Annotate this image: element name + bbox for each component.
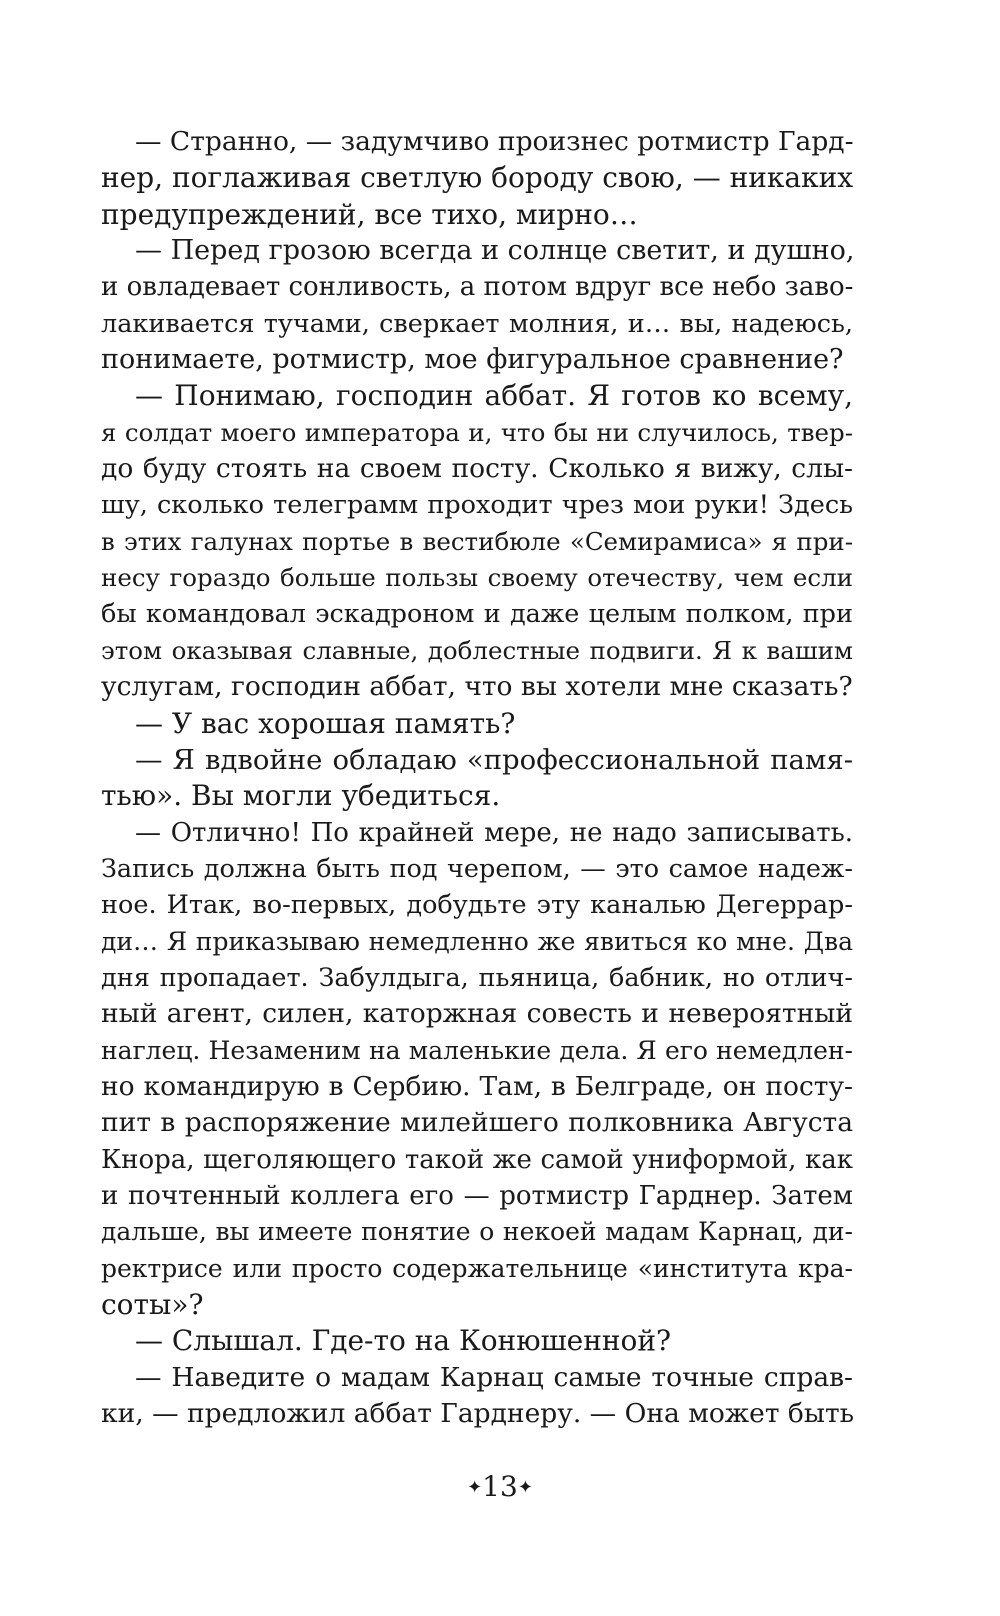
- text-line: пит в распоряжение милейшего полковника Августа: [101, 1107, 853, 1139]
- text-line: — Перед грозою всегда и солнце светит, и душно,: [135, 235, 855, 267]
- ornament-star-icon: ✦: [467, 1477, 483, 1498]
- text-line: ди… Я приказываю немедленно же явиться ко мне. Два: [101, 926, 853, 956]
- text-line: понимаете, ротмистр, мое фигуральное сравнение?: [101, 344, 844, 376]
- page-number-value: 13: [482, 1470, 518, 1503]
- text-line: ное. Итак, во-первых, добудьте эту каналью Дегеррар-: [101, 890, 853, 921]
- text-line: ки, — предложил аббат Гарднеру. — Она может быть: [101, 1398, 855, 1430]
- text-line: Запись должна быть под черепом, — это самое надеж-: [101, 853, 853, 884]
- text-line: услугам, господин аббат, что вы хотели мне сказать?: [101, 671, 853, 703]
- text-line: — У вас хорошая память?: [135, 706, 516, 740]
- text-line: ректрисе или просто содержательнице «института кра-: [101, 1253, 853, 1283]
- text-line: я солдат моего императора и, что бы ни случилось, твер-: [101, 417, 853, 447]
- text-line: лакивается тучами, сверкает молния, и… вы, надеюсь,: [101, 308, 853, 339]
- text-line: но командирую в Сербию. Там, в Белграде, он посту-: [101, 1070, 853, 1102]
- body-text: [101, 124, 853, 1432]
- ornament-star-icon: ✦: [517, 1477, 533, 1498]
- text-line: ный агент, силен, каторжная совесть и невероятный: [101, 998, 853, 1030]
- text-line: Кнора, щеголяющего такой же самой униформой, как: [101, 1144, 853, 1175]
- text-line: и почтенный коллега его — ротмистр Гарднер. Затем: [101, 1180, 853, 1211]
- text-line: — Я вдвойне обладаю «профессиональной памя-: [135, 743, 853, 776]
- text-line: наглец. Незаменим на маленькие дела. Я его немедлен-: [101, 1035, 853, 1065]
- text-line: этом оказывая славные, доблестные подвиги. Я к вашим: [101, 635, 853, 665]
- text-line: тью». Вы могли убедиться.: [101, 779, 501, 813]
- text-line: — Понимаю, господин аббат. Я готов ко всему,: [135, 379, 853, 413]
- text-line: дня пропадает. Забулдыга, пьяница, бабник, но отлич-: [101, 962, 853, 993]
- text-line: — Слышал. Где-то на Конюшенной?: [135, 1324, 672, 1358]
- text-line: — Отлично! По крайней мере, не надо записывать.: [135, 817, 853, 848]
- text-line: — Наведите о мадам Карнац самые точные справ-: [135, 1361, 853, 1393]
- text-line: — Странно, — задумчиво произнес ротмистр Гард-: [135, 126, 854, 157]
- text-line: соты»?: [101, 1288, 204, 1321]
- text-line: и овладевает сонливость, а потом вдруг все небо заво-: [101, 272, 854, 303]
- page-number: [0, 1470, 1000, 1503]
- text-line: бы командовал эскадроном и даже целым полком, при: [101, 599, 853, 630]
- text-line: предупреждений, все тихо, мирно…: [101, 197, 638, 231]
- text-line: в этих галунах портье в вестибюле «Семирамиса» я при-: [101, 526, 853, 556]
- text-line: дальше, вы имеете понятие о некоей мадам Карнац, ди-: [101, 1217, 853, 1247]
- text-line: шу, сколько телеграмм проходит чрез мои руки! Здесь: [101, 490, 853, 521]
- text-line: до буду стоять на своем посту. Сколько я вижу, слы-: [101, 453, 853, 485]
- text-line: нер, поглаживая светлую бороду свою, — никаких: [101, 161, 854, 195]
- text-line: несу гораздо больше пользы своему отечеству, чем если: [101, 563, 853, 593]
